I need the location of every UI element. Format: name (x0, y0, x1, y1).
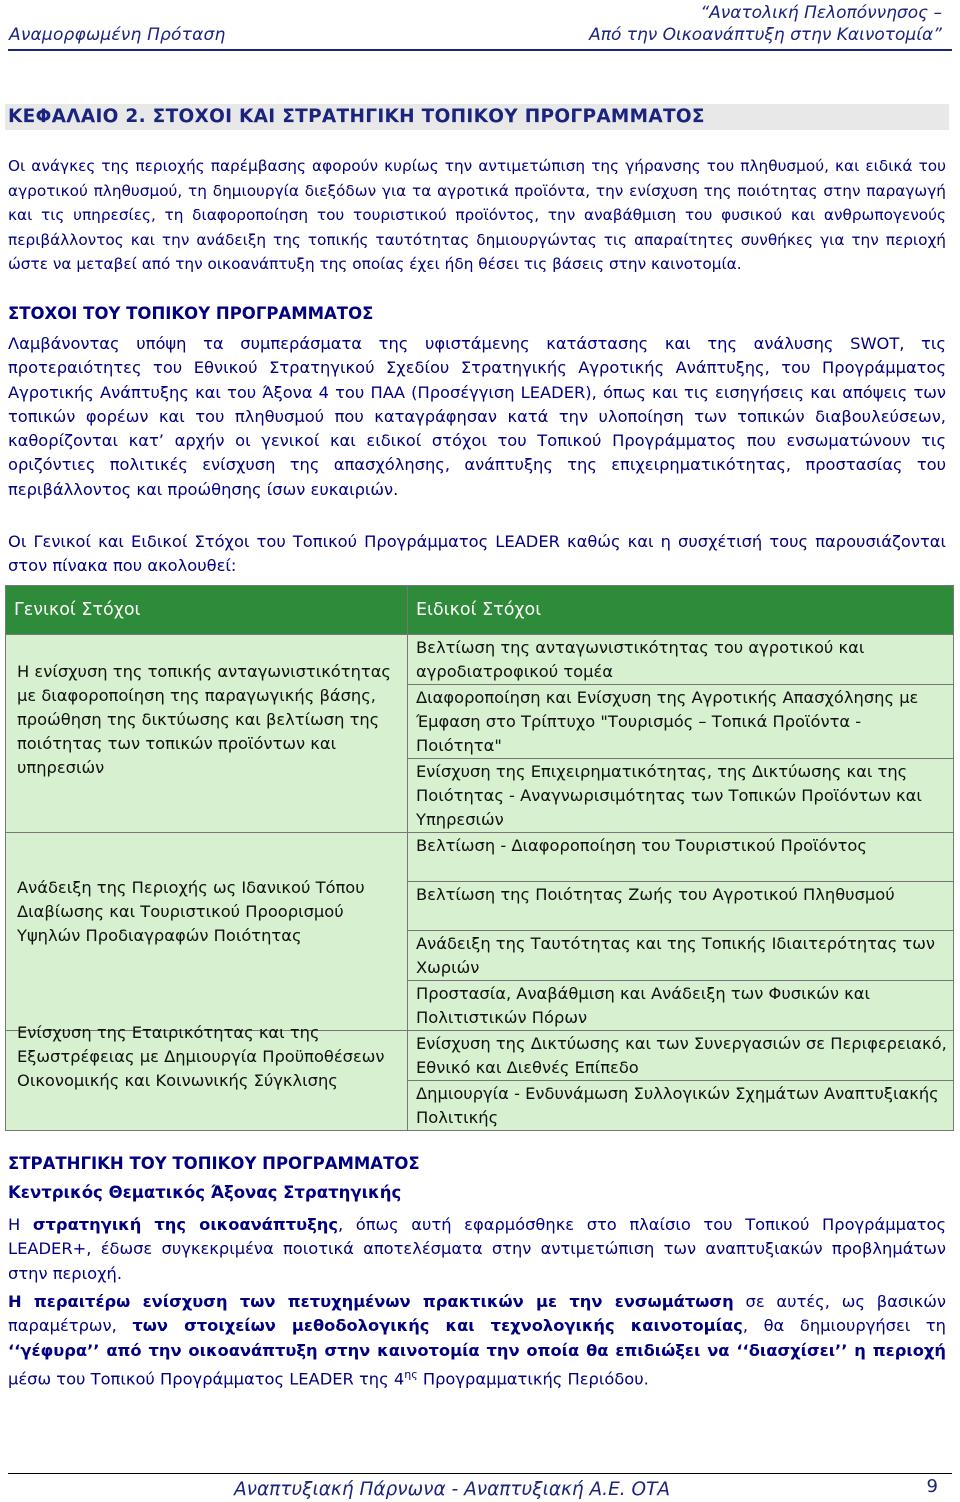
header-rule (8, 49, 952, 51)
header-left-text: Αναμορφωμένη Πρόταση (9, 25, 226, 45)
specific-goal-cell: Ενίσχυση της Επιχειρηματικότητας, της Δικτύωσης και της Ποιότητας - Αναγνωρισιμότητας των Τοπικών Προϊόντων και Υπηρεσιών (408, 759, 954, 833)
axis-heading: Κεντρικός Θεματικός Άξονας Στρατηγικής (8, 1183, 402, 1202)
goals-heading: ΣΤΟΧΟΙ ΤΟΥ ΤΟΠΙΚΟΥ ΠΡΟΓΡΑΜΜΑΤΟΣ (8, 304, 374, 323)
strategy-p2-text-1: σε αυτές, ως βασικών παραμέτρων, (8, 1292, 946, 1336)
specific-goal-cell: Προστασία, Αναβάθμιση και Ανάδειξη των Φυσικών και Πολιτιστικών Πόρων (408, 981, 954, 1031)
specific-goal-cell: Δημιουργία - Ενδυνάμωση Συλλογικών Σχημάτων Αναπτυξιακής Πολιτικής (408, 1081, 954, 1131)
strategy-heading: ΣΤΡΑΤΗΓΙΚΗ ΤΟΥ ΤΟΠΙΚΟΥ ΠΡΟΓΡΑΜΜΑΤΟΣ (8, 1154, 420, 1173)
strategy-p1-pre: Η (8, 1215, 33, 1234)
strategy-p2-bold-2: των στοιχείων μεθοδολογικής και τεχνολογικής καινοτομίας (132, 1316, 743, 1336)
strategy-p2-text-3: μέσω του Τοπικού Προγράμματος LEADER της 4 (8, 1369, 405, 1389)
col-header-specific: Ειδικοί Στόχοι (408, 586, 954, 635)
strategy-p2-bold-1: Η περαιτέρω ενίσχυση των πετυχημένων πρακτικών με την ενσωμάτωση (8, 1292, 734, 1311)
strategy-p1-post: , όπως αυτή εφαρμόσθηκε στο πλαίσιο του Τοπικού Προγράμματος LEADER+, έδωσε συγκεκριμένα ποιοτικά αποτελέσματα στην αντιμετώπιση των αναπτυξιακών προβλημάτων στην περιοχή. (8, 1215, 946, 1283)
page-header (0, 0, 960, 52)
intro-paragraph: Οι ανάγκες της περιοχής παρέμβασης αφορούν κυρίως την αντιμετώπιση της γήρανσης του πληθυσμού, και ειδικά του αγροτικού πληθυσμού, τη δημιουργία διεξόδων για τα αγροτικά προϊόντα, την ενίσχυση της ποιότητας στην παραγωγή και τις υπηρεσίες, τη διαφοροποίηση του τουριστικού προϊόντος, την αναβάθμιση του φυσικού και ανθρωπογενούς περιβάλλοντος και την ανάδειξη της τοπικής ταυτότητας δημιουργώντας τις απαραίτητες συνθήκες για την περιοχή ώστε να μεταβεί από την οικοανάπτυξη της οποίας έχει ήδη θέσει τις βάσεις στην καινοτομία. (8, 157, 946, 273)
chapter-title: ΚΕΦΑΛΑΙΟ 2. ΣΤΟΧΟΙ ΚΑΙ ΣΤΡΑΤΗΓΙΚΗ ΤΟΠΙΚΟΥ ΠΡΟΓΡΑΜΜΑΤΟΣ (5, 104, 949, 130)
footer-rule (8, 1473, 952, 1474)
specific-goal-cell: Βελτίωση - Διαφοροποίηση του Τουριστικού Προϊόντος (408, 833, 954, 882)
strategy-p2-text-4: Προγραμματικής Περιόδου. (417, 1369, 649, 1389)
header-right-line2: Από την Οικοανάπτυξη στην Καινοτομία” (589, 25, 942, 45)
general-goal-3: Ενίσχυση της Εταιρικότητας και της Εξωστρέφειας με Δημιουργία Προϋποθέσεων Οικονομικής και Κοινωνικής Σύγκλισης (17, 1023, 385, 1090)
goals-paragraph: Λαμβάνοντας υπόψη τα συμπεράσματα της υφιστάμενης κατάστασης και της ανάλυσης SWOT, τις προτεραιότητες του Εθνικού Στρατηγικού Σχεδίου Στρατηγικής Αγροτικής Ανάπτυξης, του Προγράμματος Αγροτικής Ανάπτυξης και του Άξονα 4 του ΠΑΑ (Προσέγγιση LEADER), όπως και τις εισηγήσεις και απόψεις των τοπικών φορέων και του πληθυσμού που καταγράφησαν κατά την υλοποίηση των τοπικών διαβουλεύσεων, καθορίζονται κατ’ αρχήν οι γενικοί και ειδικοί στόχοι του Τοπικού Προγράμματος που ενσωματώνουν τις οριζόντιες πολιτικές ενίσχυση της απασχόλησης, ανάπτυξης της επιχειρηματικότητας, προστασίας του περιβάλλοντος και προώθησης ίσων ευκαιριών. (8, 334, 946, 499)
col-header-general: Γενικοί Στόχοι (6, 586, 408, 635)
specific-goal-cell: Διαφοροποίηση και Ενίσχυση της Αγροτικής Απασχόλησης με Έμφαση στο Τρίπτυχο "Τουρισμός – Τοπικά Προϊόντα - Ποιότητα" (408, 685, 954, 759)
specific-goal-cell: Ενίσχυση της Δικτύωσης και των Συνεργασιών σε Περιφερειακό, Εθνικό και Διεθνές Επίπεδο (408, 1031, 954, 1081)
general-goal-2: Ανάδειξη της Περιοχής ως Ιδανικού Τόπου Διαβίωσης και Τουριστικού Προορισμού Υψηλών Προδιαγραφών Ποιότητας (17, 878, 365, 945)
general-goal-1: Η ενίσχυση της τοπικής ανταγωνιστικότητας με διαφοροποίηση της παραγωγικής βάσης, προώθηση της δικτύωσης και βελτίωση της ποιότητας των τοπικών προϊόντων και υπηρεσιών (17, 662, 391, 777)
ordinal-superscript: ης (404, 1367, 418, 1381)
strategy-p2-bold-3: ‘‘γέφυρα’’ από την οικοανάπτυξη στην καινοτομία την οποία θα επιδιώξει να ‘‘διασχίσει’’ η περιοχή (8, 1340, 946, 1360)
header-right-line1: “Ανατολική Πελοπόννησος – (700, 3, 942, 23)
strategy-p2-text-2: , θα δημιουργήσει τη (742, 1316, 947, 1336)
footer-text: Αναπτυξιακή Πάρνωνα - Αναπτυξιακή Α.Ε. ΟΤΑ (234, 1479, 671, 1500)
table-row (6, 833, 954, 882)
strategy-paragraph-2 (8, 1290, 946, 1392)
table-header-row (6, 586, 954, 635)
page-number: 9 (926, 1476, 938, 1497)
specific-goal-cell: Βελτίωση της Ποιότητας Ζωής του Αγροτικού Πληθυσμού (408, 882, 954, 931)
specific-goal-cell: Ανάδειξη της Ταυτότητας και της Τοπικής Ιδιαιτερότητας των Χωριών (408, 931, 954, 981)
strategy-p1-bold: στρατηγική της οικοανάπτυξης (32, 1215, 338, 1234)
strategy-paragraph-1 (8, 1213, 946, 1286)
specific-goal-cell: Βελτίωση της ανταγωνιστικότητας του αγροτικού και αγροδιατροφικού τομέα (408, 635, 954, 685)
table-intro-paragraph: Οι Γενικοί και Ειδικοί Στόχοι του Τοπικού Προγράμματος LEADER καθώς και η συσχέτισή τους παρουσιάζονται στον πίνακα που ακολουθεί: (8, 532, 946, 576)
